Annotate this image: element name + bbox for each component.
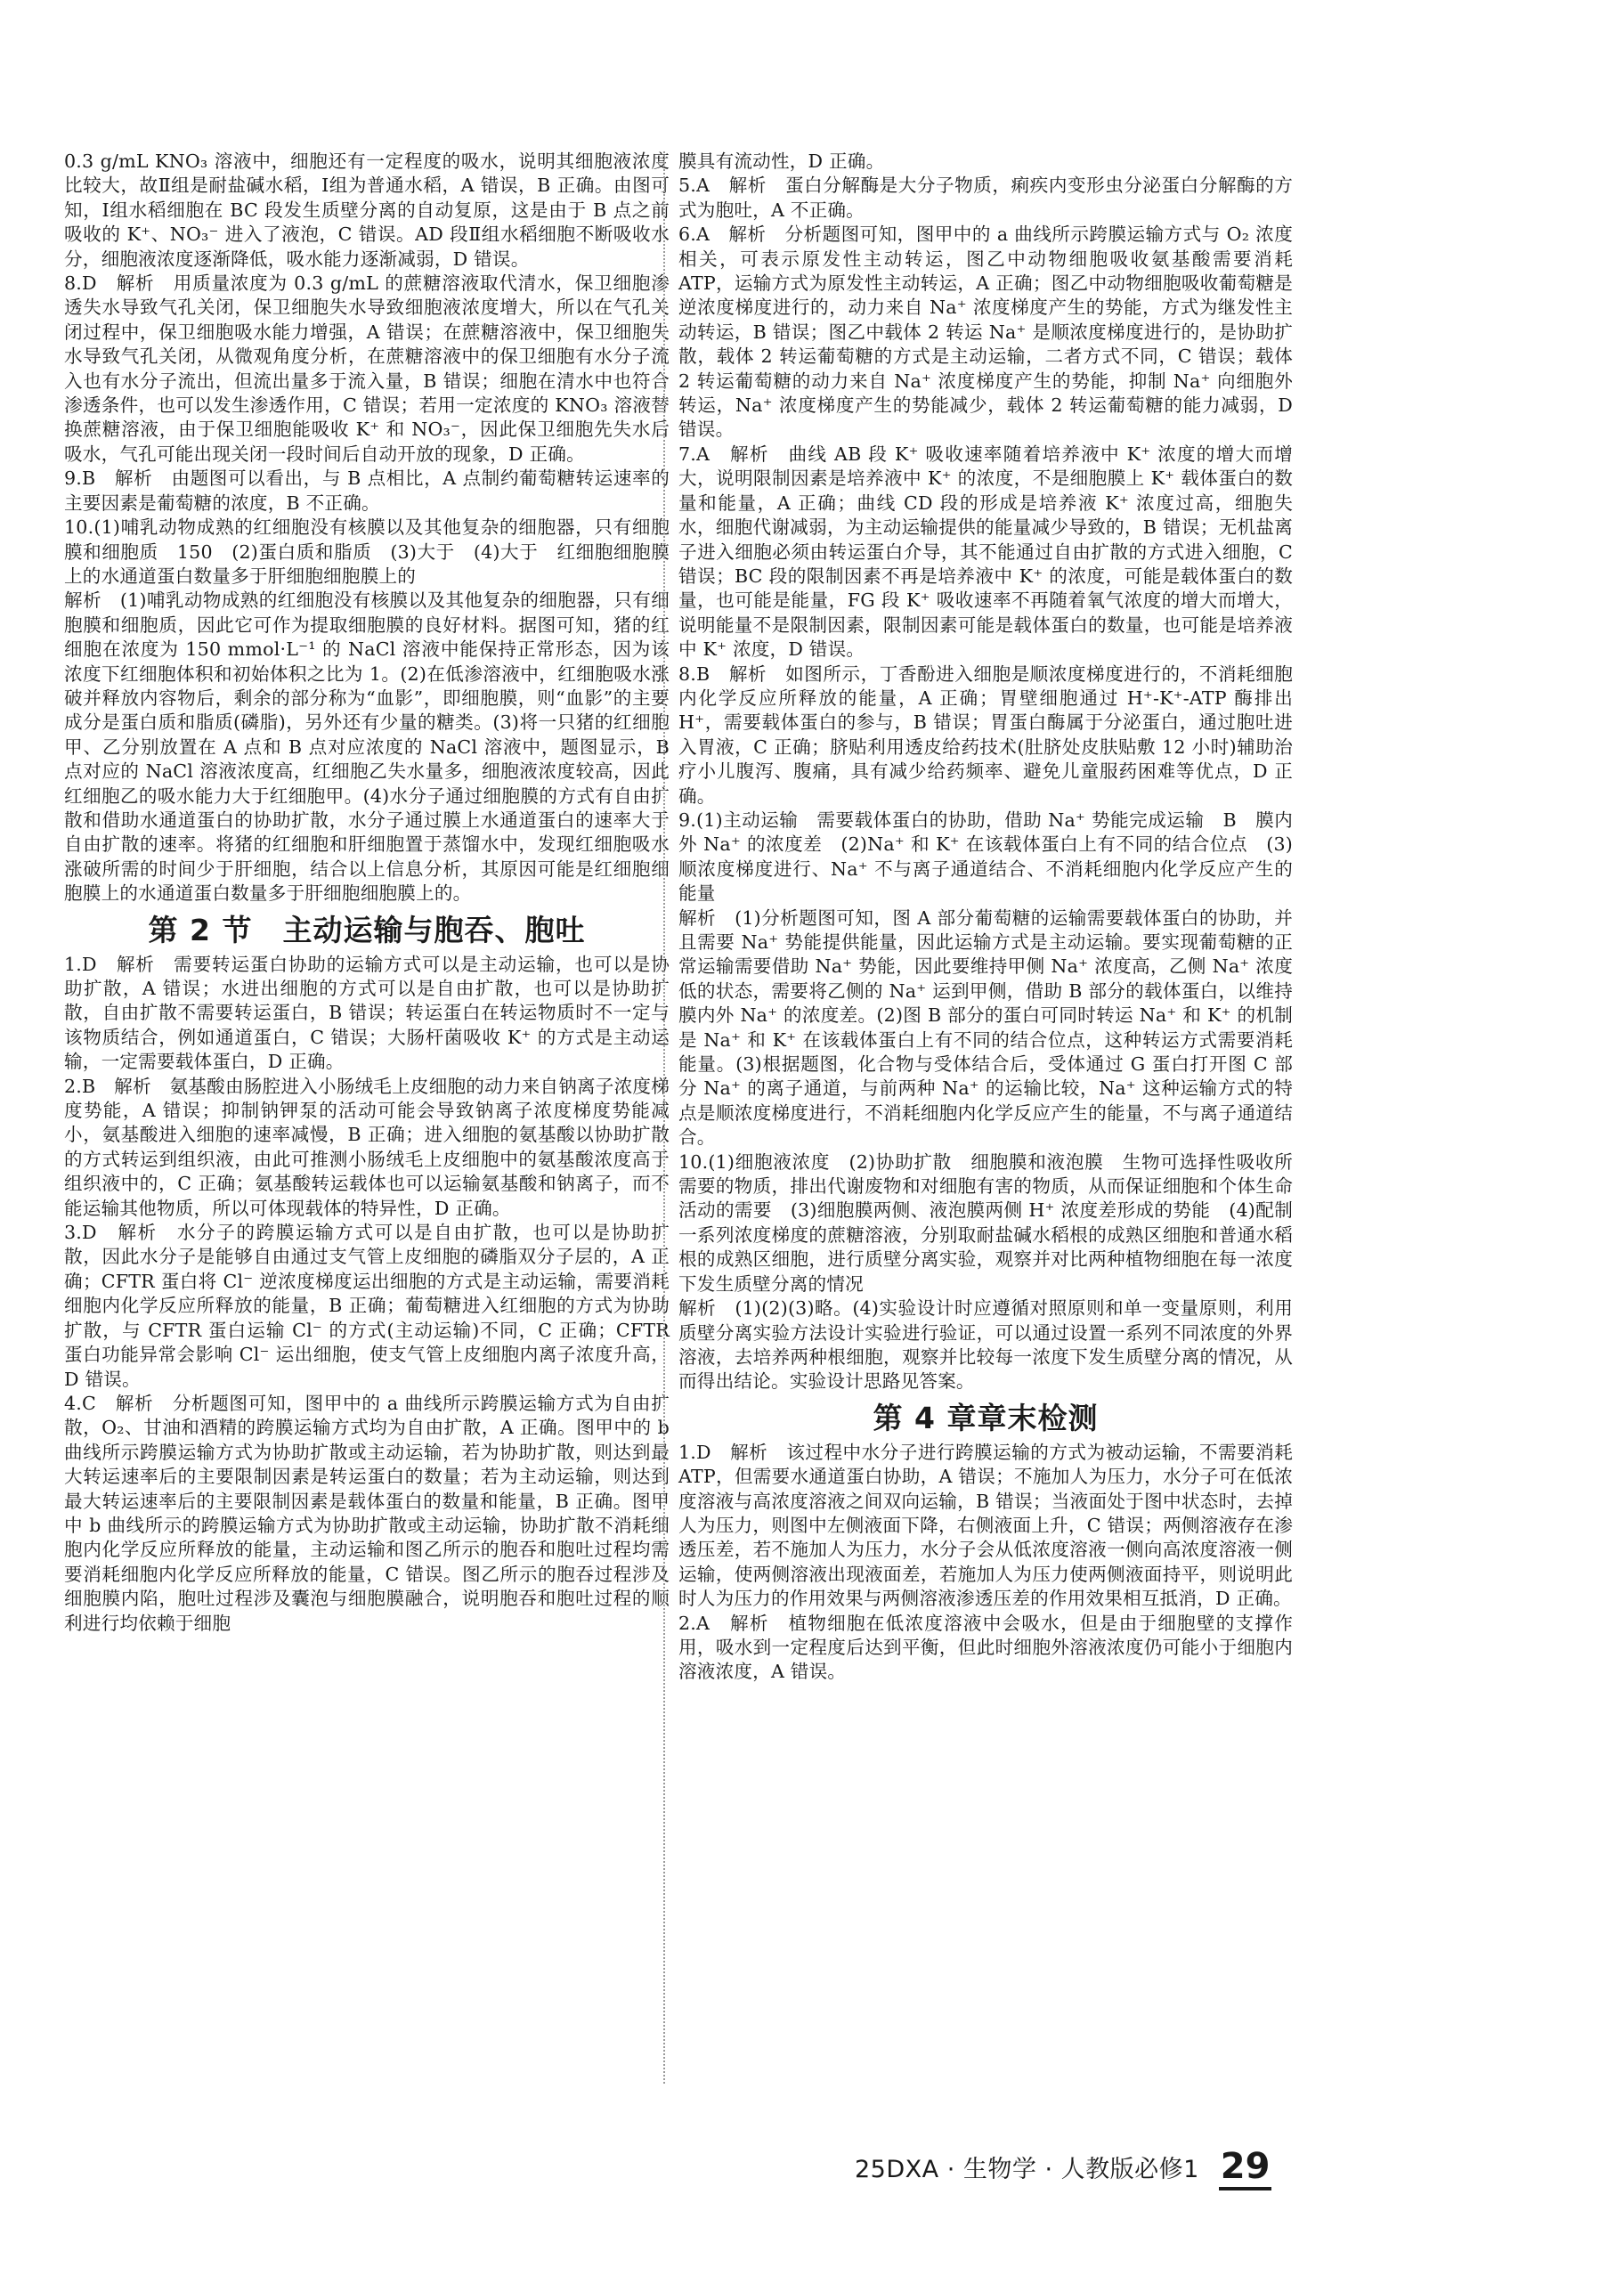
- section-title-chapter-review: 第 4 章章末检测: [873, 1400, 1099, 1435]
- answer-item-4: 4.C 解析 分析题图可知，图甲中的 a 曲线所示跨膜运输方式为自由扩散，O₂、甘油和酒精的跨膜运输方式均为自由扩散，A 正确。图甲中的 b 曲线所示跨膜运输方式为协助扩散或主动运输，若为协助扩散，则达到最大转运速率后的主要限制因素是转运蛋白的数量；若为主动运输，则达到最大转运速率后的主要限制因素是载体蛋白的数量和能量，B 正确。图甲中 b 曲线所示的跨膜运输方式为协助扩散或主动运输，协助扩散不消耗细胞内化学反应所释放的能量，主动运输和图乙所示的胞吞和胞吐过程均需要消耗细胞内化学反应所释放的能量，C 错误。图乙所示的胞吞过程涉及细胞膜内陷，胞吐过程涉及囊泡与细胞膜融合，说明胞吞和胞吐过程的顺利进行均依赖于细胞: [64, 1392, 670, 1634]
- right-column: [678, 150, 1293, 1685]
- answer-item-8: 8.B 解析 如图所示，丁香酚进入细胞是顺浓度梯度进行的，不消耗细胞内化学反应所释放的能量，A 正确；胃壁细胞通过 H⁺-K⁺-ATP 酶排出 H⁺，需要载体蛋白的参与，B 错误；胃蛋白酶属于分泌蛋白，通过胞吐进入胃液，C 正确；脐贴利用透皮给药技术(肚脐处皮肤贴敷 12 小时)辅助治疗小儿腹泻、腹痛，具有减少给药频率、避免儿童服药困难等优点，D 正确。: [678, 662, 1293, 807]
- answer-item-3: 3.D 解析 水分子的跨膜运输方式可以是自由扩散，也可以是协助扩散，因此水分子是能够自由通过支气管上皮细胞的磷脂双分子层的，A 正确；CFTR 蛋白将 Cl⁻ 逆浓度梯度运出细胞的方式是主动运输，需要消耗细胞内化学反应所释放的能量，B 正确；葡萄糖进入红细胞的方式为协助扩散，与 CFTR 蛋白运输 Cl⁻ 的方式(主动运输)不同，C 正确；CFTR 蛋白功能异常会影响 Cl⁻ 运出细胞，使支气管上皮细胞内离子浓度升高，D 错误。: [64, 1222, 670, 1390]
- section-title-2: 第 2 节 主动运输与胞吞、胞吐: [148, 912, 586, 947]
- page-number: 29: [1220, 2146, 1271, 2187]
- series-label: 25DXA · 生物学 · 人教版必修1: [855, 2155, 1199, 2183]
- answer-item-6: 6.A 解析 分析题图可知，图甲中的 a 曲线所示跨膜运输方式与 O₂ 浓度相关，可表示原发性主动转运，图乙中动物细胞吸收氨基酸需要消耗 ATP，运输方式为原发性主动转运，A 正确；图乙中动物细胞吸收葡萄糖是逆浓度梯度进行的，动力来自 Na⁺ 浓度梯度产生的势能，方式为继发性主动转运，B 错误；图乙中载体 2 转运 Na⁺ 是顺浓度梯度进行的，是协助扩散，载体 2 转运葡萄糖的方式是主动运输，二者方式不同，C 错误；载体 2 转运葡萄糖的动力来自 Na⁺ 浓度梯度产生的势能，抑制 Na⁺ 向细胞外转运，Na⁺ 浓度梯度产生的势能减少，载体 2 转运葡萄糖的能力减弱，D 错误。: [678, 224, 1293, 441]
- answer-item-10: 10.(1)细胞液浓度 (2)协助扩散 细胞膜和液泡膜 生物可选择性吸收所需要的物质，排出代谢废物和对细胞有害的物质，从而保证细胞和个体生命活动的需要 (3)细胞膜两侧、液泡膜两侧 H⁺ 浓度差形成的势能 (4)配制一系列浓度梯度的蔗糖溶液，分别取耐盐碱水稻根的成熟区细胞和普通水稻根的成熟区细胞，进行质壁分离实验，观察并对比两种植物细胞在每一浓度下发生质壁分离的情况: [678, 1150, 1293, 1295]
- column-divider: [663, 151, 665, 2084]
- explanation-9: 解析 (1)分析题图可知，图 A 部分葡萄糖的运输需要载体蛋白的协助，并且需要 Na⁺ 势能提供能量，因此运输方式是主动运输。要实现葡萄糖的正常运输需要借助 Na⁺ 势能，因此要维持甲侧 Na⁺ 浓度高，乙侧 Na⁺ 浓度低的状态，需要将乙侧的 Na⁺ 运到甲侧，借助 B 部分的载体蛋白，以维持膜内外 Na⁺ 的浓度差。(2)图 B 部分的蛋白可同时转运 Na⁺ 和 K⁺ 的机制是 Na⁺ 和 K⁺ 在该载体蛋白上有不同的结合位点，这种转运方式需要消耗能量。(3)根据题图，化合物与受体结合后，受体通过 G 蛋白打开图 C 部分 Na⁺ 的离子通道，与前两种 Na⁺ 的运输比较，Na⁺ 这种运输方式的特点是顺浓度梯度进行，不消耗细胞内化学反应产生的能量，不与离子通道结合。: [678, 906, 1293, 1149]
- left-column: [64, 150, 670, 1636]
- paragraph: 膜具有流动性，D 正确。: [678, 150, 885, 172]
- answer-item-1: 1.D 解析 需要转运蛋白协助的运输方式可以是主动运输，也可以是协助扩散，A 错误；水进出细胞的方式可以是自由扩散，也可以是协助扩散，自由扩散不需要转运蛋白，B 错误；转运蛋白在转运物质时不一定与该物质结合，例如通道蛋白，C 错误；大肠杆菌吸收 K⁺ 的方式是主动运输，一定需要载体蛋白，D 正确。: [64, 953, 670, 1073]
- explanation-10: 解析 (1)(2)(3)略。(4)实验设计时应遵循对照原则和单一变量原则，利用质壁分离实验方法设计实验进行验证，可以通过设置一系列不同浓度的外界溶液，去培养两种根细胞，观察并比较每一浓度下发生质壁分离的情况，从而得出结论。实验设计思路见答案。: [678, 1297, 1293, 1393]
- page-footer: [855, 2142, 1270, 2191]
- explanation-10: 解析 (1)哺乳动物成熟的红细胞没有核膜以及其他复杂的细胞器，只有细胞膜和细胞质，因此它可作为提取细胞膜的良好材料。据图可知，猪的红细胞在浓度为 150 mmol·L⁻¹ 的 NaCl 溶液中能保持正常形态，因为该浓度下红细胞体积和初始体积之比为 1。(2)在低渗溶液中，红细胞吸水涨破并释放内容物后，剩余的部分称为“血影”，即细胞膜，则“血影”的主要成分是蛋白质和脂质(磷脂)，另外还有少量的糖类。(3)将一只猪的红细胞甲、乙分别放置在 A 点和 B 点对应浓度的 NaCl 溶液中，题图显示，B 点对应的 NaCl 溶液浓度高，红细胞乙失水量多，细胞液浓度较高，因此红细胞乙的吸水能力大于红细胞甲。(4)水分子通过细胞膜的方式有自由扩散和借助水通道蛋白的协助扩散，水分子通过膜上水通道蛋白的速率大于自由扩散的速率。将猪的红细胞和肝细胞置于蒸馏水中，发现红细胞吸水涨破所需的时间少于肝细胞，结合以上信息分析，其原因可能是红细胞细胞膜上的水通道蛋白数量多于肝细胞细胞膜上的。: [64, 589, 670, 905]
- paragraph: 0.3 g/mL KNO₃ 溶液中，细胞还有一定程度的吸水，说明其细胞液浓度比较大，故Ⅱ组是耐盐碱水稻，Ⅰ组为普通水稻，A 错误，B 正确。由图可知，Ⅰ组水稻细胞在 BC 段发生质壁分离的自动复原，这是由于 B 点之前吸收的 K⁺、NO₃⁻ 进入了液泡，C 错误。AD 段Ⅱ组水稻细胞不断吸收水分，细胞液浓度逐渐降低，吸水能力逐渐减弱，D 错误。: [64, 150, 670, 270]
- answer-item-9: 9.(1)主动运输 需要载体蛋白的协助，借助 Na⁺ 势能完成运输 B 膜内外 Na⁺ 的浓度差 (2)Na⁺ 和 K⁺ 在该载体蛋白上有不同的结合位点 (3)顺浓度梯度进行、Na⁺ 不与离子通道结合、不消耗细胞内化学反应产生的能量: [678, 809, 1293, 905]
- answer-item-7: 7.A 解析 曲线 AB 段 K⁺ 吸收速率随着培养液中 K⁺ 浓度的增大而增大，说明限制因素是培养液中 K⁺ 的浓度，不是细胞膜上 K⁺ 载体蛋白的数量和能量，A 正确；曲线 CD 段的形成是培养液 K⁺ 浓度过高，细胞失水，细胞代谢减弱，为主动运输提供的能量减少导致的，B 错误；无机盐离子进入细胞必须由转运蛋白介导，其不能通过自由扩散的方式进入细胞，C 错误；BC 段的限制因素不再是培养液中 K⁺ 的浓度，可能是载体蛋白的数量，也可能是能量，FG 段 K⁺ 吸收速率不再随着氧气浓度的增大而增大，说明能量不是限制因素，限制因素可能是载体蛋白的数量，也可能是培养液中 K⁺ 浓度，D 错误。: [678, 443, 1293, 661]
- answer-item-2: 2.A 解析 植物细胞在低浓度溶液中会吸水，但是由于细胞壁的支撑作用，吸水到一定程度后达到平衡，但此时细胞外溶液浓度仍可能小于细胞内溶液浓度，A 错误。: [678, 1612, 1293, 1683]
- answer-item-9: 9.B 解析 由题图可以看出，与 B 点相比，A 点制约葡萄糖转运速率的主要因素是葡萄糖的浓度，B 不正确。: [64, 467, 670, 514]
- answer-item-10: 10.(1)哺乳动物成熟的红细胞没有核膜以及其他复杂的细胞器，只有细胞膜和细胞质 150 (2)蛋白质和脂质 (3)大于 (4)大于 红细胞细胞膜上的水通道蛋白数量多于肝细胞细胞膜上的: [64, 516, 670, 587]
- answer-item-8: 8.D 解析 用质量浓度为 0.3 g/mL 的蔗糖溶液取代清水，保卫细胞渗透失水导致气孔关闭，保卫细胞失水导致细胞液浓度增大，所以在气孔关闭过程中，保卫细胞吸水能力增强，A 错误；在蔗糖溶液中，保卫细胞失水导致气孔关闭，从微观角度分析，在蔗糖溶液中的保卫细胞有水分子流入也有水分子流出，但流出量多于流入量，B 错误；细胞在清水中也符合渗透条件，也可以发生渗透作用，C 错误；若用一定浓度的 KNO₃ 溶液替换蔗糖溶液，由于保卫细胞能吸收 K⁺ 和 NO₃⁻，因此保卫细胞先失水后吸水，气孔可能出现关闭一段时间后自动开放的现象，D 正确。: [64, 272, 670, 465]
- answer-item-2: 2.B 解析 氨基酸由肠腔进入小肠绒毛上皮细胞的动力来自钠离子浓度梯度势能，A 错误；抑制钠钾泵的活动可能会导致钠离子浓度梯度势能减小，氨基酸进入细胞的速率减慢，B 正确；进入细胞的氨基酸以协助扩散的方式转运到组织液，由此可推测小肠绒毛上皮细胞中的氨基酸浓度高于组织液中的，C 正确；氨基酸转运载体也可以运输氨基酸和钠离子，而不能运输其他物质，所以可体现载体的特异性，D 正确。: [64, 1075, 670, 1219]
- answer-item-1: 1.D 解析 该过程中水分子进行跨膜运输的方式为被动运输，不需要消耗 ATP，但需要水通道蛋白协助，A 错误；不施加人为压力，水分子可在低浓度溶液与高浓度溶液之间双向运输，B 错误；当液面处于图中状态时，去掉人为压力，则图中左侧液面下降，右侧液面上升，C 错误；两侧溶液存在渗透压差，若不施加人为压力，水分子会从低浓度溶液一侧向高浓度溶液一侧运输，使两侧溶液出现液面差，若施加人为压力使两侧液面持平，则说明此时人为压力的作用效果与两侧溶液渗透压差的作用效果相互抵消，D 正确。: [678, 1441, 1293, 1610]
- answer-item-5: 5.A 解析 蛋白分解酶是大分子物质，痢疾内变形虫分泌蛋白分解酶的方式为胞吐，A 不正确。: [678, 175, 1293, 221]
